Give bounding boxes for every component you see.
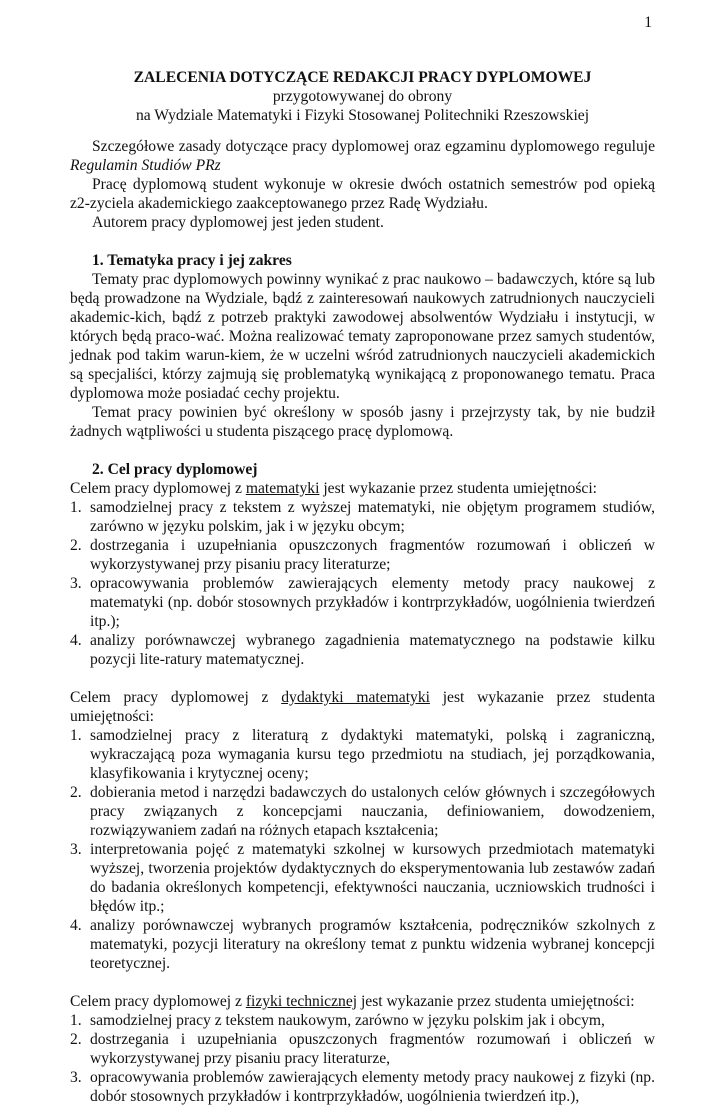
lead-text: Celem pracy dyplomowej z xyxy=(70,993,246,1010)
lead-text: jest wykazanie przez studenta umiejętności: xyxy=(357,993,635,1010)
item-number: 4. xyxy=(70,917,82,934)
item-number: 4. xyxy=(70,632,82,649)
lead-text: jest wykazanie przez studenta umiejętności: xyxy=(319,480,597,497)
item-text: analizy porównawczej wybranych programów kształcenia, podręczników szkolnych z matematyki, pozycji literatury na określony temat z punktu widzenia wybranej koncepcji teoretycznej. xyxy=(90,917,655,972)
list-item xyxy=(70,631,655,669)
document-title-block xyxy=(70,68,655,125)
list-item xyxy=(70,574,655,631)
list-item xyxy=(70,1011,655,1030)
intro-text: Szczegółowe zasady dotyczące pracy dyplomowej oraz egzaminu dyplomowego reguluje xyxy=(92,138,655,155)
list-item xyxy=(70,1030,655,1068)
item-number: 2. xyxy=(70,537,82,554)
document-body xyxy=(70,137,655,1106)
item-text: dostrzegania i uzupełniania opuszczonych fragmentów rozumowań i obliczeń w wykorzystywanej przy pisaniu pracy literaturze; xyxy=(90,537,655,573)
spacer xyxy=(70,669,655,688)
item-text: dobierania metod i narzędzi badawczych do ustalonych celów głównych i szczegółowych pracy związanych z koncepcjami nauczania, definiowaniem, dowodzeniem, rozwiązywaniem zadań na różnych etapach kształcenia; xyxy=(90,784,655,839)
item-text: analizy porównawczej wybranego zagadnienia matematycznego na podstawie kilku pozycji lite-ratury matematycznej. xyxy=(90,632,655,668)
item-text: dostrzegania i uzupełniania opuszczonych fragmentów rozumowań i obliczeń w wykorzystywanej przy pisaniu pracy literaturze, xyxy=(90,1031,655,1067)
item-text: samodzielnej pracy z literaturą z dydaktyki matematyki, polską i zagraniczną, wykraczającą poza wymagania kursu tego przedmiotu na studiach, jej porządkowania, klasyfikowania i krytycznej oceny; xyxy=(90,727,655,782)
field-name: fizyki technicznej xyxy=(245,993,358,1010)
item-text: opracowywania problemów zawierających elementy metody pracy naukowej z matematyki (np. dobór stosownych przykładów i kontrprzykładów, uogólnienia twierdzeń itp.); xyxy=(90,575,655,630)
item-number: 3. xyxy=(70,1069,82,1086)
item-text: samodzielnej pracy z tekstem z wyższej matematyki, nie objętym programem studiów, zarówno w języku polskim, jak i w języku obcym; xyxy=(90,499,655,535)
lead-text: jest wykazanie przez studenta umiejętności: xyxy=(70,689,655,725)
list-item xyxy=(70,916,655,973)
regulation-reference: Regulamin Studiów PRz xyxy=(70,157,221,174)
item-text: interpretowania pojęć z matematyki szkolnej w kursowych przedmiotach matematyki wyższej, tworzenia projektów dydaktycznych do eksperymentowania lub zestawów zadań do badania określonych kompetencji, efektywności nauczania, uczniowskich trudności i błędów itp.; xyxy=(90,841,655,915)
goal-list xyxy=(70,498,655,669)
field-name: dydaktyki matematyki xyxy=(281,689,430,706)
list-item xyxy=(70,840,655,916)
document-title: ZALECENIA DOTYCZĄCE REDAKCJI PRACY DYPLOMOWEJ xyxy=(133,69,592,86)
item-text: opracowywania problemów zawierających elementy metody pracy naukowej z fizyki (np. dobór stosownych przykładów i kontrprzykładów, uogólnienia twierdzeń itp.), xyxy=(90,1069,655,1105)
goal-group-didactics xyxy=(70,688,655,973)
page-number: 1 xyxy=(644,14,652,31)
item-number: 3. xyxy=(70,575,82,592)
field-name: matematyki xyxy=(245,480,320,497)
lead-text: Celem pracy dyplomowej z xyxy=(70,689,282,706)
item-number: 2. xyxy=(70,1031,82,1048)
list-item xyxy=(70,536,655,574)
goal-lead xyxy=(70,688,655,726)
goal-group-physics xyxy=(70,992,655,1106)
section-1-paragraph-2: Temat pracy powinien być określony w sposób jasny i przejrzysty tak, by nie budził żadnych wątpliwości u studenta piszącego pracę dyplomową. xyxy=(70,404,655,440)
intro-paragraph-2: Pracę dyplomową student wykonuje w okresie dwóch ostatnich semestrów pod opieką z2-zyciela akademickiego zaakceptowanego przez Radę Wydziału. xyxy=(70,176,655,212)
document-subtitle: przygotowywanej do obrony xyxy=(272,88,453,105)
intro-paragraph-3: Autorem pracy dyplomowej jest jeden student. xyxy=(92,214,384,231)
item-number: 2. xyxy=(70,784,82,801)
item-number: 1. xyxy=(70,499,82,516)
document-faculty: na Wydziale Matematyki i Fizyki Stosowanej Politechniki Rzeszowskiej xyxy=(135,107,590,124)
item-number: 1. xyxy=(70,1012,82,1029)
intro-paragraph-1 xyxy=(70,137,655,175)
goal-lead xyxy=(70,479,655,498)
section-1-paragraph-1: Tematy prac dyplomowych powinny wynikać z prac naukowo – badawczych, które są lub będą prowadzone na Wydziale, bądź z zainteresowań naukowych zatrudnionych nauczycieli akademic-kich, bądź z potrzeb praktyki zawodowej absolwentów Wydziału i instytucji, w których będą praco-wać. Można realizować tematy zaproponowane przez samych studentów, jednak pod takim warun-kiem, że w uczelni wśród zatrudnionych nauczycieli akademickich są specjaliści, którzy zajmują się problematyką wynikającą z proponowanego tematu. Praca dyplomowa może posiadać cechy projektu. xyxy=(70,271,655,402)
goal-list xyxy=(70,726,655,973)
goal-lead xyxy=(70,992,655,1011)
item-text: samodzielnej pracy z tekstem naukowym, zarówno w języku polskim jak i obcym, xyxy=(90,1012,605,1029)
section-2-heading: 2. Cel pracy dyplomowej xyxy=(92,461,258,478)
item-number: 1. xyxy=(70,727,82,744)
list-item xyxy=(70,783,655,840)
goal-list xyxy=(70,1011,655,1106)
lead-text: Celem pracy dyplomowej z xyxy=(70,480,246,497)
list-item xyxy=(70,498,655,536)
section-1-heading: 1. Tematyka pracy i jej zakres xyxy=(92,252,292,269)
list-item xyxy=(70,1068,655,1106)
spacer xyxy=(70,973,655,992)
goal-group-mathematics xyxy=(70,479,655,669)
item-number: 3. xyxy=(70,841,82,858)
list-item xyxy=(70,726,655,783)
